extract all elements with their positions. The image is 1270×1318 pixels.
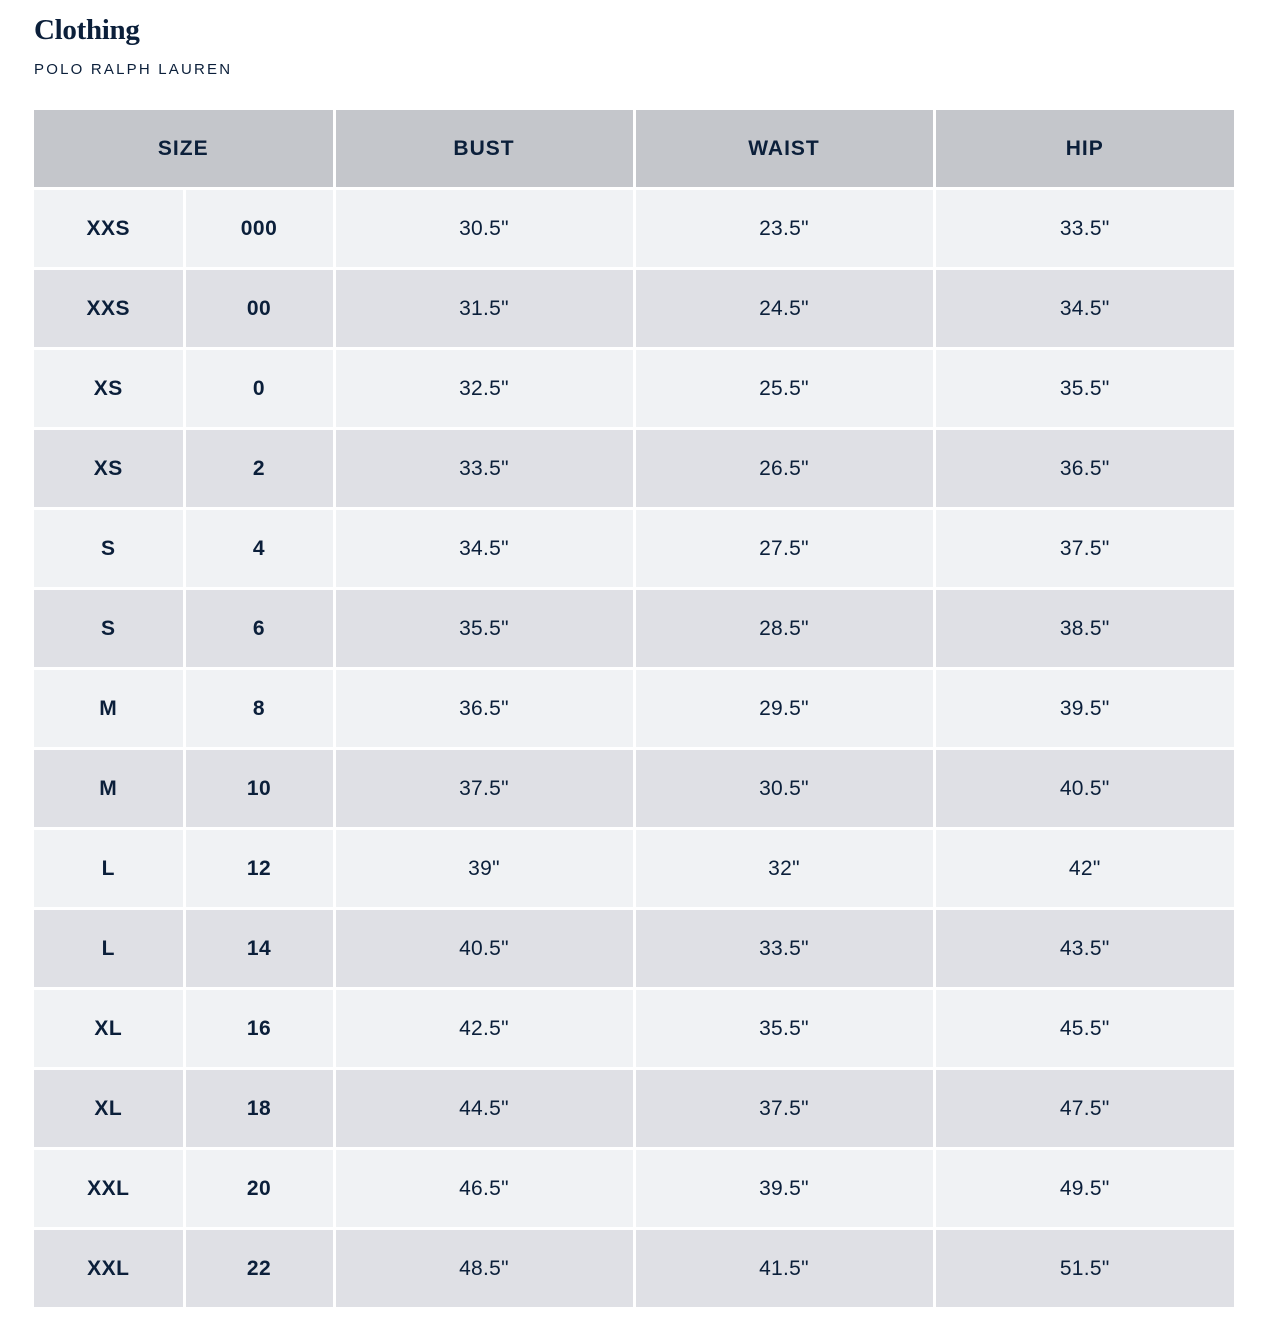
size-number-cell: 0: [184, 349, 334, 429]
hip-cell: 43.5": [934, 909, 1234, 989]
hip-cell: 33.5": [934, 189, 1234, 269]
waist-cell: 23.5": [634, 189, 934, 269]
size-letter-cell: XXS: [34, 269, 184, 349]
table-row: [34, 749, 1234, 829]
hip-cell: 51.5": [934, 1229, 1234, 1308]
waist-cell: 41.5": [634, 1229, 934, 1308]
size-letter-cell: XXL: [34, 1149, 184, 1229]
waist-cell: 35.5": [634, 989, 934, 1069]
size-number-cell: 4: [184, 509, 334, 589]
size-number-cell: 16: [184, 989, 334, 1069]
size-letter-cell: XXL: [34, 1229, 184, 1308]
hip-cell: 39.5": [934, 669, 1234, 749]
hip-cell: 35.5": [934, 349, 1234, 429]
size-number-cell: 000: [184, 189, 334, 269]
column-header-waist: WAIST: [634, 110, 934, 189]
waist-cell: 32": [634, 829, 934, 909]
hip-cell: 34.5": [934, 269, 1234, 349]
size-letter-cell: L: [34, 829, 184, 909]
bust-cell: 32.5": [334, 349, 634, 429]
waist-cell: 25.5": [634, 349, 934, 429]
waist-cell: 28.5": [634, 589, 934, 669]
waist-cell: 27.5": [634, 509, 934, 589]
bust-cell: 31.5": [334, 269, 634, 349]
table-row: [34, 509, 1234, 589]
waist-cell: 26.5": [634, 429, 934, 509]
table-row: [34, 1229, 1234, 1308]
column-header-bust: BUST: [334, 110, 634, 189]
bust-cell: 33.5": [334, 429, 634, 509]
hip-cell: 37.5": [934, 509, 1234, 589]
page-title: Clothing: [34, 14, 140, 46]
waist-cell: 33.5": [634, 909, 934, 989]
size-letter-cell: S: [34, 589, 184, 669]
hip-cell: 45.5": [934, 989, 1234, 1069]
size-letter-cell: XS: [34, 349, 184, 429]
size-letter-cell: M: [34, 749, 184, 829]
size-number-cell: 22: [184, 1229, 334, 1308]
hip-cell: 40.5": [934, 749, 1234, 829]
table-row: [34, 1149, 1234, 1229]
table-row: [34, 269, 1234, 349]
waist-cell: 39.5": [634, 1149, 934, 1229]
table-row: [34, 989, 1234, 1069]
hip-cell: 38.5": [934, 589, 1234, 669]
hip-cell: 49.5": [934, 1149, 1234, 1229]
size-number-cell: 2: [184, 429, 334, 509]
size-number-cell: 6: [184, 589, 334, 669]
size-number-cell: 12: [184, 829, 334, 909]
bust-cell: 34.5": [334, 509, 634, 589]
waist-cell: 37.5": [634, 1069, 934, 1149]
hip-cell: 47.5": [934, 1069, 1234, 1149]
waist-cell: 24.5": [634, 269, 934, 349]
table-row: [34, 429, 1234, 509]
size-letter-cell: XXS: [34, 189, 184, 269]
bust-cell: 36.5": [334, 669, 634, 749]
table-row: [34, 589, 1234, 669]
size-number-cell: 10: [184, 749, 334, 829]
table-row: [34, 1069, 1234, 1149]
bust-cell: 40.5": [334, 909, 634, 989]
table-row: [34, 909, 1234, 989]
bust-cell: 46.5": [334, 1149, 634, 1229]
bust-cell: 42.5": [334, 989, 634, 1069]
column-header-size: SIZE: [34, 110, 334, 189]
table-row: [34, 829, 1234, 909]
waist-cell: 30.5": [634, 749, 934, 829]
size-letter-cell: XL: [34, 989, 184, 1069]
table-row: [34, 349, 1234, 429]
size-number-cell: 00: [184, 269, 334, 349]
size-chart-table: [34, 110, 1234, 1307]
bust-cell: 44.5": [334, 1069, 634, 1149]
bust-cell: 48.5": [334, 1229, 634, 1308]
table-header-row: [34, 110, 1234, 189]
size-number-cell: 8: [184, 669, 334, 749]
column-header-hip: HIP: [934, 110, 1234, 189]
table-row: [34, 669, 1234, 749]
bust-cell: 37.5": [334, 749, 634, 829]
bust-cell: 35.5": [334, 589, 634, 669]
bust-cell: 39": [334, 829, 634, 909]
table-body: [34, 189, 1234, 1308]
bust-cell: 30.5": [334, 189, 634, 269]
table-row: [34, 189, 1234, 269]
size-number-cell: 20: [184, 1149, 334, 1229]
size-letter-cell: M: [34, 669, 184, 749]
size-letter-cell: S: [34, 509, 184, 589]
size-letter-cell: L: [34, 909, 184, 989]
waist-cell: 29.5": [634, 669, 934, 749]
size-letter-cell: XL: [34, 1069, 184, 1149]
size-letter-cell: XS: [34, 429, 184, 509]
hip-cell: 36.5": [934, 429, 1234, 509]
hip-cell: 42": [934, 829, 1234, 909]
brand-subtitle: POLO RALPH LAUREN: [34, 61, 233, 78]
size-number-cell: 18: [184, 1069, 334, 1149]
size-number-cell: 14: [184, 909, 334, 989]
